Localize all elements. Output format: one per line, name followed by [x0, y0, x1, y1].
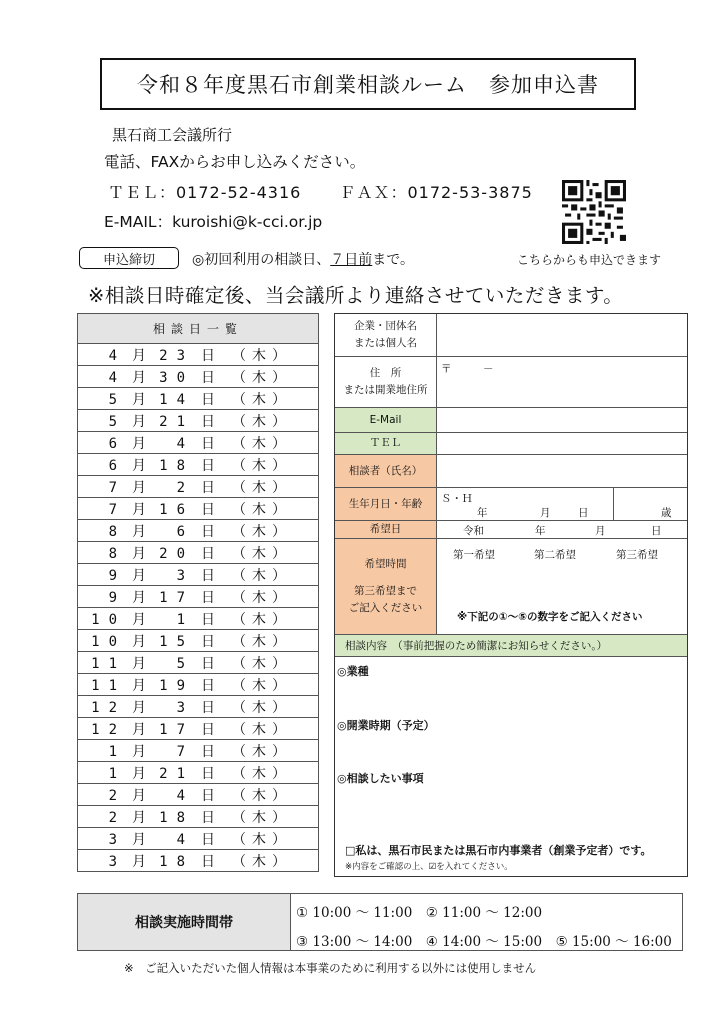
page-title-text: 令和８年度黒石市創業相談ルーム 参加申込書	[137, 73, 599, 97]
company-input[interactable]	[437, 314, 687, 356]
schedule-month: 12	[91, 699, 126, 716]
schedule-row	[78, 344, 319, 366]
schedule-cell	[78, 498, 319, 520]
tel-number: ＴＥＬ：0172-52-4316	[108, 183, 302, 202]
choice-second: 第二希望	[534, 549, 576, 561]
schedule-row	[78, 762, 319, 784]
schedule-month-kanji: 月	[132, 809, 146, 826]
schedule-row	[78, 608, 319, 630]
address-row	[335, 357, 687, 408]
checkbox-note: ※内容をご確認の上、☑を入れてください。	[345, 862, 513, 872]
tel-input[interactable]	[437, 433, 687, 454]
name-input[interactable]	[437, 455, 687, 487]
deadline-text	[192, 249, 414, 269]
email-address[interactable]: E-MAIL：kuroishi@k-cci.or.jp	[104, 213, 323, 231]
schedule-day: 17	[159, 721, 194, 738]
time-label-note1: 第三希望まで	[354, 585, 417, 598]
section-topic: ◎相談したい事項	[337, 772, 424, 785]
schedule-row	[78, 652, 319, 674]
schedule-day: 30	[159, 369, 194, 386]
schedule-row	[78, 410, 319, 432]
fax-number: ＦＡＸ：0172-53-3875	[339, 183, 533, 202]
schedule-month: 8	[108, 545, 126, 562]
schedule-month: 3	[108, 853, 126, 870]
schedule-month: 2	[108, 809, 126, 826]
schedule-row	[78, 784, 319, 806]
birth-divider	[613, 488, 614, 520]
schedule-month: 1	[108, 743, 126, 760]
schedule-month: 7	[108, 501, 126, 518]
deadline-badge	[79, 247, 179, 269]
schedule-weekday: （木）	[232, 787, 292, 804]
schedule-month-kanji: 月	[132, 655, 146, 672]
date-month: 月	[595, 525, 606, 537]
schedule-day-kanji: 日	[201, 765, 215, 782]
schedule-day: 21	[159, 413, 194, 430]
schedule-day-kanji: 日	[201, 435, 215, 452]
schedule-month: 2	[108, 787, 126, 804]
email-row	[335, 408, 687, 433]
schedule-row	[78, 740, 319, 762]
schedule-row	[78, 476, 319, 498]
deadline-text-before: ◎初回利用の相談日、	[192, 252, 331, 268]
schedule-day-kanji: 日	[201, 699, 215, 716]
schedule-weekday: （木）	[232, 699, 292, 716]
schedule-weekday: （木）	[232, 655, 292, 672]
schedule-weekday: （木）	[232, 743, 292, 760]
address-label-line2: または開業地住所	[343, 384, 428, 396]
schedule-cell	[78, 850, 319, 872]
company-label-line1: 企業・団体名	[354, 320, 417, 333]
time-slots-row2: ③ 13:00 ～ 14:00 ④ 14:00 ～ 15:00 ⑤ 15:00 ～ 16:00	[296, 934, 672, 950]
time-slots-table	[77, 893, 683, 951]
schedule-day: 16	[159, 501, 194, 518]
schedule-month-kanji: 月	[132, 413, 146, 430]
schedule-day: 5	[176, 655, 194, 672]
schedule-row	[78, 828, 319, 850]
name-label: 相談者（氏名）	[335, 455, 437, 487]
schedule-day: 18	[159, 457, 194, 474]
schedule-day-kanji: 日	[201, 809, 215, 826]
address-label-line1: 住 所	[369, 367, 402, 380]
contact-line: 電話、FAXからお申し込みください。	[104, 153, 366, 171]
section-timing: ◎開業時期（予定）	[337, 719, 435, 732]
schedule-day: 23	[159, 347, 194, 364]
schedule-month-kanji: 月	[132, 435, 146, 452]
schedule-cell	[78, 366, 319, 388]
choice-first: 第一希望	[453, 549, 495, 561]
schedule-day-kanji: 日	[201, 457, 215, 474]
schedule-row	[78, 542, 319, 564]
schedule-row	[78, 366, 319, 388]
eligibility-checkbox[interactable]: □私は、黒石市民または黒石市内事業者（創業予定者）です。	[345, 844, 652, 857]
schedule-month-kanji: 月	[132, 831, 146, 848]
page-title	[100, 58, 636, 110]
schedule-cell	[78, 608, 319, 630]
schedule-day: 1	[176, 611, 194, 628]
schedule-day-kanji: 日	[201, 479, 215, 496]
schedule-day: 19	[159, 677, 194, 694]
schedule-weekday: （木）	[232, 853, 292, 870]
schedule-month-kanji: 月	[132, 369, 146, 386]
name-row	[335, 455, 687, 488]
email-label: E-Mail	[335, 408, 437, 432]
tel-row	[335, 433, 687, 455]
schedule-month: 3	[108, 831, 126, 848]
schedule-day-kanji: 日	[201, 853, 215, 870]
schedule-day-kanji: 日	[201, 589, 215, 606]
birth-era: Ｓ・Ｈ	[441, 493, 473, 505]
schedule-cell	[78, 344, 319, 366]
schedule-month-kanji: 月	[132, 567, 146, 584]
issuer: 黒石商工会議所行	[112, 126, 233, 144]
schedule-day-kanji: 日	[201, 567, 215, 584]
schedule-cell	[78, 410, 319, 432]
privacy-footer: ※ ご記入いただいた個人情報は本事業のために利用する以外には使用しません	[124, 961, 537, 975]
schedule-day-kanji: 日	[201, 545, 215, 562]
qr-caption: こちらからも申込できます	[517, 253, 662, 267]
date-era: 令和	[463, 525, 484, 537]
schedule-month: 5	[108, 391, 126, 408]
address-label	[335, 357, 437, 407]
schedule-day: 3	[176, 699, 194, 716]
schedule-day: 18	[159, 809, 194, 826]
schedule-day-kanji: 日	[201, 787, 215, 804]
schedule-day: 21	[159, 765, 194, 782]
schedule-day: 7	[176, 743, 194, 760]
birth-label: 生年月日・年齢	[335, 488, 437, 520]
schedule-day-kanji: 日	[201, 655, 215, 672]
birth-year: 年	[477, 507, 488, 519]
schedule-month-kanji: 月	[132, 743, 146, 760]
schedule-day: 14	[159, 391, 194, 408]
consult-header-text: 相談内容 （事前把握のため簡潔にお知らせください。）	[345, 640, 608, 652]
schedule-month-kanji: 月	[132, 633, 146, 650]
schedule-row	[78, 718, 319, 740]
schedule-cell	[78, 432, 319, 454]
qr-code-icon[interactable]	[562, 180, 626, 244]
schedule-month: 8	[108, 523, 126, 540]
company-row	[335, 314, 687, 357]
schedule-month-kanji: 月	[132, 787, 146, 804]
schedule-row	[78, 806, 319, 828]
schedule-weekday: （木）	[232, 347, 292, 364]
schedule-month: 4	[108, 369, 126, 386]
address-input[interactable]	[437, 357, 687, 407]
schedule-day: 15	[159, 633, 194, 650]
schedule-day-kanji: 日	[201, 413, 215, 430]
schedule-month: 6	[108, 457, 126, 474]
schedule-day-kanji: 日	[201, 369, 215, 386]
schedule-weekday: （木）	[232, 501, 292, 518]
schedule-day-kanji: 日	[201, 347, 215, 364]
schedule-day: 2	[176, 479, 194, 496]
birth-month: 月	[540, 507, 551, 519]
contact-notice: ※相談日時確定後、当会議所より連絡させていただきます。	[88, 284, 624, 307]
birth-day: 日	[578, 507, 589, 519]
schedule-cell	[78, 718, 319, 740]
schedule-day-kanji: 日	[201, 831, 215, 848]
schedule-weekday: （木）	[232, 633, 292, 650]
schedule-row	[78, 850, 319, 872]
time-label-note2: ご記入ください	[348, 601, 423, 614]
time-row	[335, 539, 687, 635]
schedule-day-kanji: 日	[201, 721, 215, 738]
schedule-month-kanji: 月	[132, 457, 146, 474]
schedule-weekday: （木）	[232, 677, 292, 694]
schedule-month-kanji: 月	[132, 765, 146, 782]
schedule-weekday: （木）	[232, 831, 292, 848]
schedule-cell	[78, 806, 319, 828]
schedule-weekday: （木）	[232, 479, 292, 496]
schedule-month: 10	[91, 611, 126, 628]
schedule-row	[78, 520, 319, 542]
schedule-row	[78, 564, 319, 586]
schedule-weekday: （木）	[232, 435, 292, 452]
schedule-weekday: （木）	[232, 765, 292, 782]
schedule-cell	[78, 630, 319, 652]
schedule-day: 6	[176, 523, 194, 540]
schedule-cell	[78, 586, 319, 608]
schedule-row	[78, 454, 319, 476]
schedule-cell	[78, 388, 319, 410]
schedule-cell	[78, 564, 319, 586]
schedule-row	[78, 630, 319, 652]
date-row	[335, 521, 687, 539]
deadline-days: ７日前	[330, 252, 373, 268]
schedule-month: 5	[108, 413, 126, 430]
birth-age: 歳	[661, 507, 672, 519]
postal-mark: 〒 －	[441, 363, 494, 375]
schedule-row	[78, 696, 319, 718]
schedule-table	[77, 313, 319, 872]
schedule-day: 4	[176, 787, 194, 804]
schedule-day: 3	[176, 567, 194, 584]
email-input[interactable]	[437, 408, 687, 432]
schedule-day-kanji: 日	[201, 633, 215, 650]
birth-row	[335, 488, 687, 521]
schedule-weekday: （木）	[232, 809, 292, 826]
schedule-weekday: （木）	[232, 545, 292, 562]
schedule-month-kanji: 月	[132, 479, 146, 496]
schedule-day-kanji: 日	[201, 743, 215, 760]
schedule-cell	[78, 762, 319, 784]
schedule-month: 12	[91, 721, 126, 738]
schedule-cell	[78, 784, 319, 806]
schedule-month-kanji: 月	[132, 523, 146, 540]
time-label-title: 希望時間	[364, 558, 407, 571]
schedule-weekday: （木）	[232, 721, 292, 738]
schedule-month: 9	[108, 567, 126, 584]
time-label	[335, 539, 437, 634]
schedule-cell	[78, 652, 319, 674]
schedule-day: 18	[159, 853, 194, 870]
schedule-month: 11	[91, 677, 126, 694]
schedule-cell	[78, 542, 319, 564]
choice-third: 第三希望	[616, 549, 658, 561]
schedule-month-kanji: 月	[132, 589, 146, 606]
schedule-day-kanji: 日	[201, 677, 215, 694]
schedule-month-kanji: 月	[132, 611, 146, 628]
schedule-day-kanji: 日	[201, 501, 215, 518]
time-slots-header: 相談実施時間帯	[78, 894, 291, 950]
schedule-row	[78, 674, 319, 696]
schedule-month-kanji: 月	[132, 501, 146, 518]
schedule-day: 4	[176, 435, 194, 452]
schedule-month: 9	[108, 589, 126, 606]
section-industry: ◎業種	[337, 665, 369, 678]
tel-fax-row	[108, 180, 533, 203]
consult-body[interactable]	[335, 657, 687, 876]
schedule-weekday: （木）	[232, 567, 292, 584]
schedule-month-kanji: 月	[132, 391, 146, 408]
time-slots-row1: ① 10:00 ～ 11:00 ② 11:00 ～ 12:00	[296, 905, 543, 921]
schedule-day: 17	[159, 589, 194, 606]
schedule-weekday: （木）	[232, 611, 292, 628]
schedule-month-kanji: 月	[132, 677, 146, 694]
date-year: 年	[535, 525, 546, 537]
company-label-line2: または個人名	[354, 337, 417, 349]
schedule-row	[78, 586, 319, 608]
date-label: 希望日	[335, 521, 437, 538]
schedule-weekday: （木）	[232, 413, 292, 430]
company-label	[335, 314, 437, 356]
schedule-weekday: （木）	[232, 391, 292, 408]
schedule-day-kanji: 日	[201, 523, 215, 540]
schedule-row	[78, 432, 319, 454]
schedule-month-kanji: 月	[132, 347, 146, 364]
application-form	[334, 313, 688, 877]
schedule-month-kanji: 月	[132, 853, 146, 870]
schedule-month: 7	[108, 479, 126, 496]
schedule-cell	[78, 828, 319, 850]
schedule-weekday: （木）	[232, 523, 292, 540]
schedule-weekday: （木）	[232, 457, 292, 474]
schedule-weekday: （木）	[232, 369, 292, 386]
consult-header	[335, 635, 687, 657]
schedule-cell	[78, 674, 319, 696]
schedule-cell	[78, 476, 319, 498]
schedule-day-kanji: 日	[201, 391, 215, 408]
schedule-month: 1	[108, 765, 126, 782]
schedule-month-kanji: 月	[132, 699, 146, 716]
schedule-day: 4	[176, 831, 194, 848]
schedule-day-kanji: 日	[201, 611, 215, 628]
schedule-cell	[78, 740, 319, 762]
schedule-month: 6	[108, 435, 126, 452]
schedule-month: 11	[91, 655, 126, 672]
schedule-cell	[78, 696, 319, 718]
schedule-month-kanji: 月	[132, 545, 146, 562]
schedule-month: 10	[91, 633, 126, 650]
tel-label: ＴＥＬ	[335, 433, 437, 454]
schedule-row	[78, 498, 319, 520]
deadline-text-after: まで。	[372, 252, 414, 268]
schedule-month: 4	[108, 347, 126, 364]
schedule-cell	[78, 454, 319, 476]
schedule-month-kanji: 月	[132, 721, 146, 738]
schedule-weekday: （木）	[232, 589, 292, 606]
schedule-row	[78, 388, 319, 410]
choice-hint: ※下記の①～⑤の数字をご記入ください	[457, 611, 643, 623]
schedule-header: 相談日一覧	[78, 314, 319, 344]
schedule-cell	[78, 520, 319, 542]
schedule-day: 20	[159, 545, 194, 562]
deadline-badge-label: 申込締切	[102, 252, 155, 268]
date-day: 日	[651, 525, 662, 537]
